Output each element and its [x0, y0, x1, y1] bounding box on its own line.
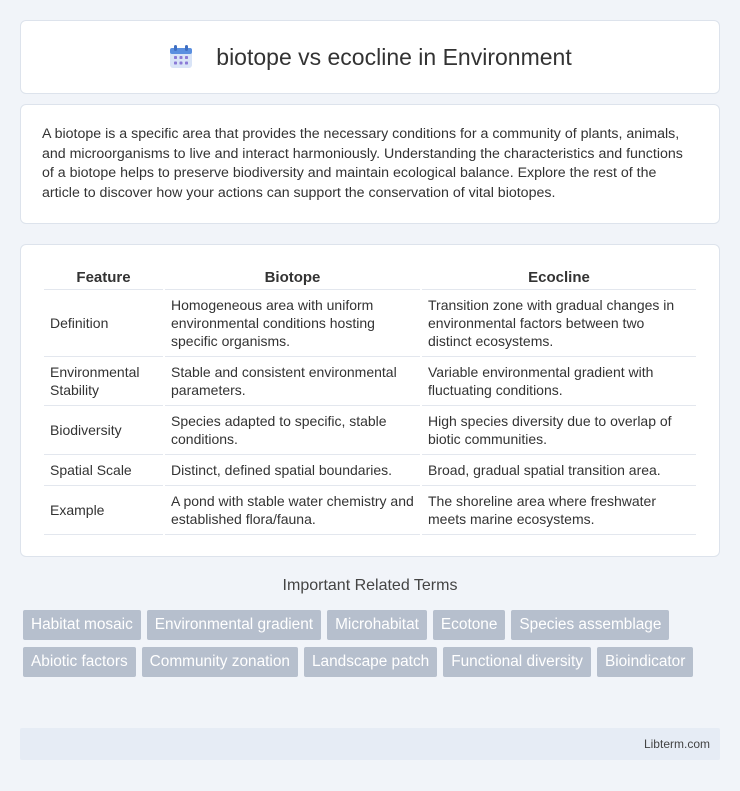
related-term-tag[interactable]: Landscape patch [304, 647, 437, 677]
comparison-table [42, 265, 698, 535]
biotope-cell: Species adapted to specific, stable conditions. [165, 406, 420, 455]
table-row [44, 290, 696, 357]
related-term-tag[interactable]: Microhabitat [327, 610, 427, 640]
related-term-tag[interactable]: Habitat mosaic [23, 610, 141, 640]
header [168, 44, 571, 71]
related-term-tag[interactable]: Abiotic factors [23, 647, 136, 677]
intro-text: A biotope is a specific area that provides the necessary conditions for a community of plants, animals, and microorganisms to live and interact harmoniously. Understanding the characteristics and functions of a biotope helps to preserve biodiversity and maintain ecological balance. Explore the rest of the article to discover how your actions can support the conservation of vital biotopes. [42, 126, 683, 201]
table-header-row [44, 265, 696, 290]
table-row [44, 406, 696, 455]
feature-cell: Environmental Stability [44, 357, 163, 406]
column-header-ecocline: Ecocline [422, 265, 696, 290]
ecocline-cell: Transition zone with gradual changes in environmental factors between two distinct ecosystems. [422, 290, 696, 357]
ecocline-cell: The shoreline area where freshwater meets marine ecosystems. [422, 486, 696, 535]
ecocline-cell: High species diversity due to overlap of biotic communities. [422, 406, 696, 455]
feature-cell: Spatial Scale [44, 455, 163, 486]
related-term-tag[interactable]: Ecotone [433, 610, 505, 640]
biotope-cell: Homogeneous area with uniform environmental conditions hosting specific organisms. [165, 290, 420, 357]
biotope-cell: Stable and consistent environmental parameters. [165, 357, 420, 406]
biotope-cell: A pond with stable water chemistry and established flora/fauna. [165, 486, 420, 535]
related-term-tag[interactable]: Species assemblage [511, 610, 669, 640]
footer [20, 728, 720, 760]
feature-cell: Biodiversity [44, 406, 163, 455]
related-term-tag[interactable]: Bioindicator [597, 647, 693, 677]
related-term-tag[interactable]: Functional diversity [443, 647, 591, 677]
feature-cell: Example [44, 486, 163, 535]
related-terms-list [23, 610, 717, 677]
related-terms-title: Important Related Terms [282, 577, 458, 594]
biotope-cell: Distinct, defined spatial boundaries. [165, 455, 420, 486]
ecocline-cell: Variable environmental gradient with fluctuating conditions. [422, 357, 696, 406]
intro-card [20, 104, 720, 224]
calendar-icon [168, 44, 194, 70]
footer-site-link[interactable]: Libterm.com [643, 737, 710, 751]
column-header-feature: Feature [44, 265, 163, 290]
table-row [44, 455, 696, 486]
ecocline-cell: Broad, gradual spatial transition area. [422, 455, 696, 486]
comparison-card [20, 244, 720, 557]
related-term-tag[interactable]: Environmental gradient [147, 610, 321, 640]
table-row [44, 486, 696, 535]
related-term-tag[interactable]: Community zonation [142, 647, 298, 677]
column-header-biotope: Biotope [165, 265, 420, 290]
header-card [20, 20, 720, 94]
table-row [44, 357, 696, 406]
page-title: biotope vs ecocline in Environment [216, 43, 572, 70]
feature-cell: Definition [44, 290, 163, 357]
